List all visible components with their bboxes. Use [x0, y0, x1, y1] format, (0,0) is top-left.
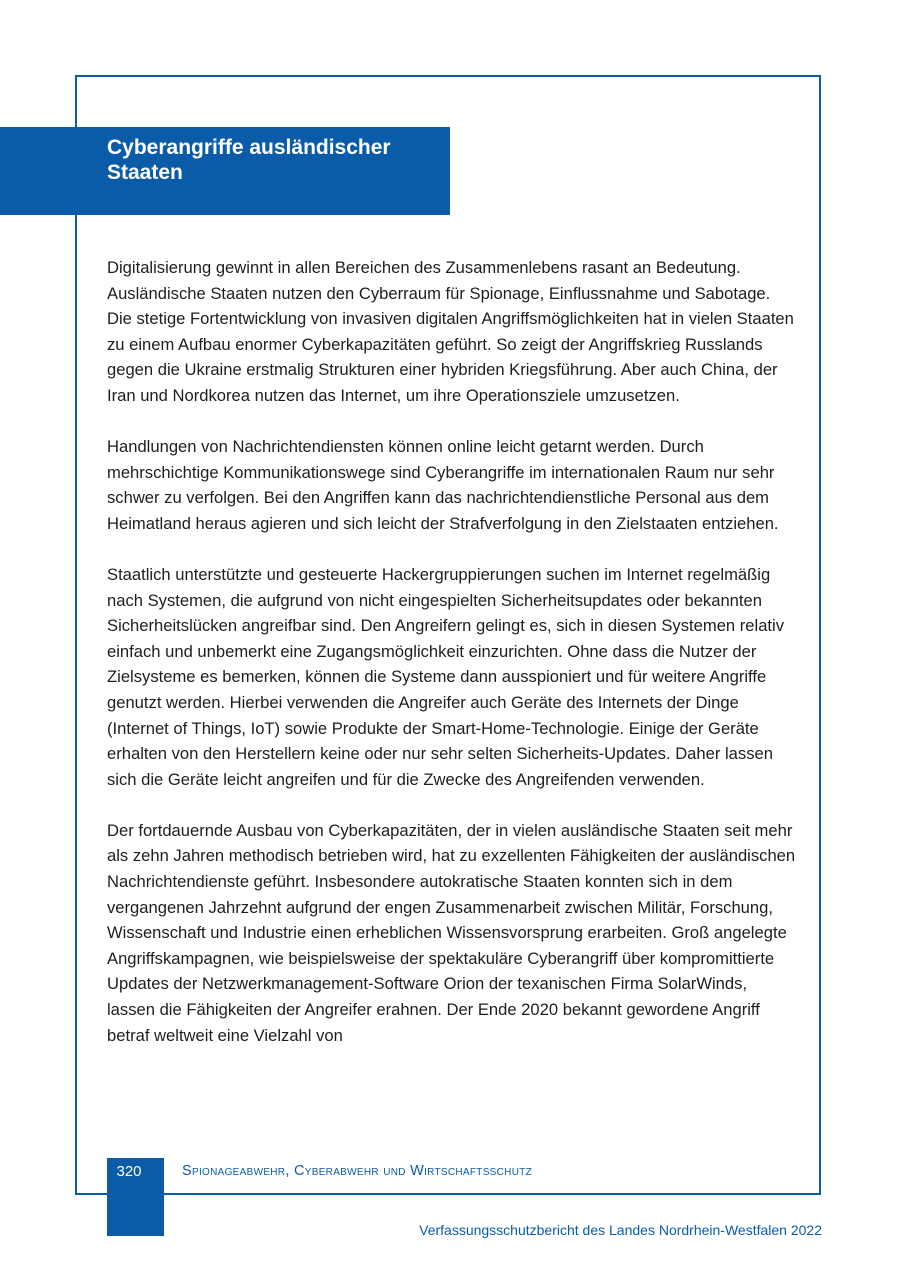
body-text	[107, 255, 797, 1074]
paragraph-4: Der fortdauernde Ausbau von Cyberkapazitäten, der in vielen ausländische Staaten seit mehr als zehn Jahren methodisch betrieben wird, hat zu exzellenten Fähigkeiten der ausländischen Nachrichtendienste geführt. Insbesondere autokratische Staaten konnten sich in dem vergangenen Jahrzehnt aufgrund der engen Zusammenarbeit zwischen Militär, Forschung, Wissenschaft und Industrie einen erheblichen Wissensvorsprung erarbeiten. Groß angelegte Angriffskampagnen, wie beispielsweise der spektakuläre Cyberangriff über kompromittierte Updates der Netzwerkmanagement-Software Orion der texanischen Firma SolarWinds, lassen die Fähigkeiten der Angreifer erahnen. Der Ende 2020 bekannt gewordene Angriff betraf weltweit eine Vielzahl von	[107, 820, 796, 1045]
paragraph-3: Staatlich unterstützte und gesteuerte Hackergruppierungen suchen im Internet regelmäßig nach Systemen, die aufgrund von nicht eingespielten Sicherheitsupdates oder bekannten Sicherheitslücken angreifbar sind. Den Angreifern gelingt es, sich in diesen Systemen relativ einfach und unbemerkt eine Zugangsmöglichkeit einzurichten. Ohne dass die Nutzer der Zielsysteme es bemerken, können die Systeme dann ausspioniert und für weitere Angriffe genutzt werden. Hierbei verwenden die Angreifer auch Geräte des Internets der Dinge (Internet of Things, IoT) sowie Produkte der Smart-Home-Technologie. Einige der Geräte erhalten von den Herstellern keine oder nur sehr selten Sicherheits-Updates. Daher lassen sich die Geräte leicht angreifen und für die Zwecke des Angreifenden verwenden.	[107, 564, 785, 789]
section-heading: Cyberangriffe ausländischer Staaten	[107, 136, 391, 184]
paragraph-1: Digitalisierung gewinnt in allen Bereichen des Zusammenlebens rasant an Bedeutung. Ausländische Staaten nutzen den Cyberraum für Spionage, Einflussnahme und Sabotage. Die stetige Fortentwicklung von invasiven digitalen Angriffsmöglichkeiten hat in vielen Staaten zu einem Aufbau enormer Cyberkapazitäten geführt. So zeigt der Angriffskrieg Russlands gegen die Ukraine erstmalig Strukturen einer hybriden Kriegsführung. Aber auch China, der Iran und Nordkorea nutzen das Internet, um ihre Operationsziele umzusetzen.	[107, 258, 794, 405]
heading-banner	[0, 127, 450, 215]
page-number: 320	[116, 1163, 142, 1180]
report-title: Verfassungsschutzbericht des Landes Nordrhein-Westfalen 2022	[419, 1222, 822, 1238]
paragraph-2: Handlungen von Nachrichtendiensten können online leicht getarnt werden. Durch mehrschichtige Kommunikationswege sind Cyberangriffe im internationalen Raum nur sehr schwer zu verfolgen. Bei den Angriffen kann das nachrichtendienstliche Personal aus dem Heimatland heraus agieren und sich leicht der Strafverfolgung in den Zielstaaten entziehen.	[107, 437, 779, 533]
running-section-title: Spionageabwehr, Cyberabwehr und Wirtschaftsschutz	[182, 1163, 533, 1179]
page-number-tab	[107, 1158, 164, 1236]
